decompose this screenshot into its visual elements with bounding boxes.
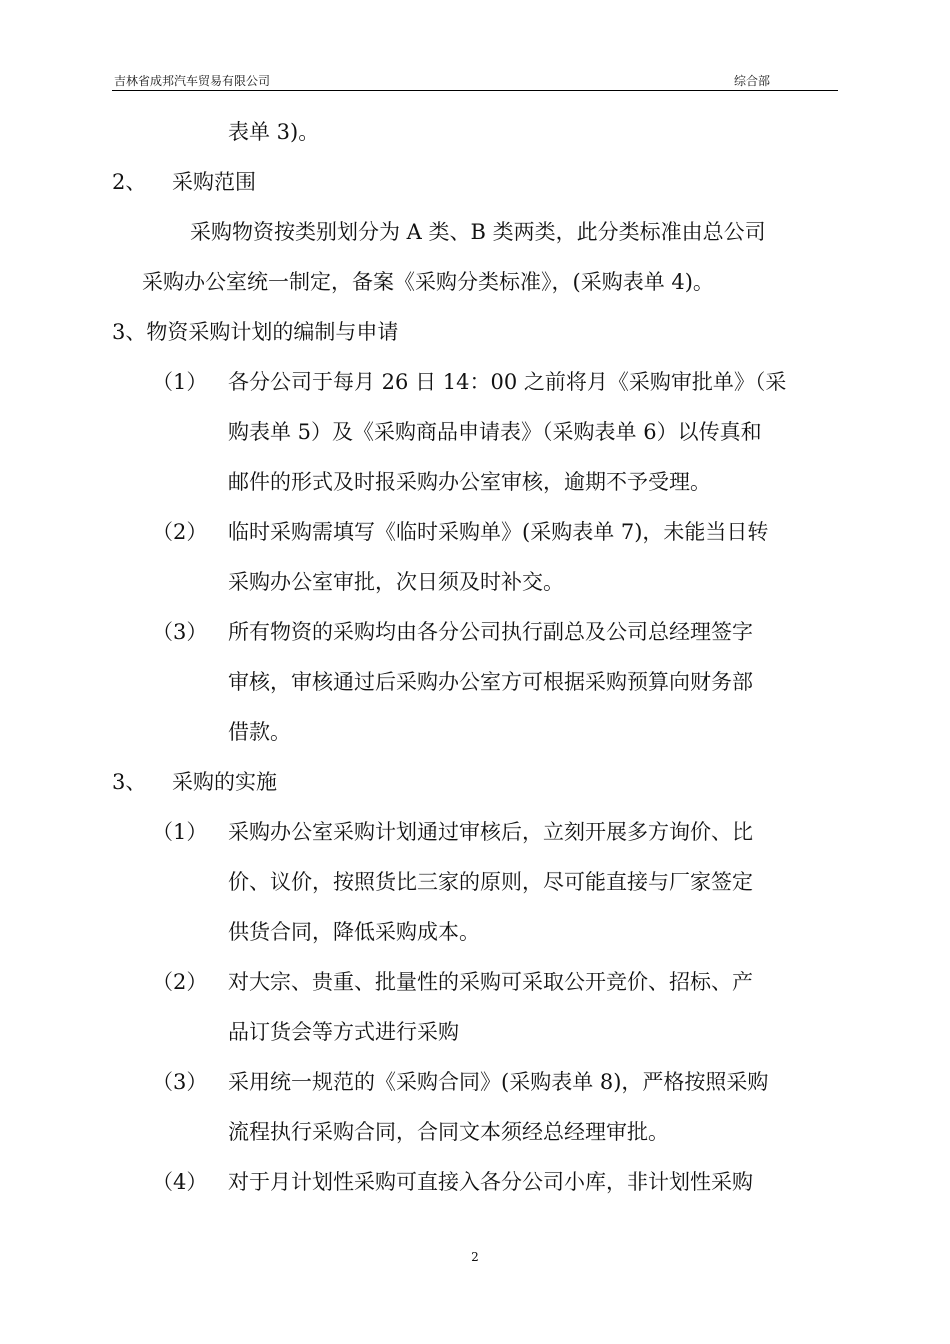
section-heading: 采购范围 xyxy=(172,170,256,194)
item-line: 品订货会等方式进行采购 xyxy=(228,1020,459,1044)
item-number: （4） xyxy=(152,1170,208,1194)
item-number: （2） xyxy=(152,970,208,994)
header-department: 综合部 xyxy=(734,74,771,88)
item-line: 价、议价，按照货比三家的原则，尽可能直接与厂家签定 xyxy=(228,870,753,894)
section-number: 3、 xyxy=(112,770,147,794)
paragraph-line: 采购物资按类别划分为 A 类、B 类两类，此分类标准由总公司 xyxy=(190,220,766,244)
item-line: 临时采购需填写《临时采购单》(采购表单 7)，未能当日转 xyxy=(228,520,769,544)
item-line: 对于月计划性采购可直接入各分公司小库，非计划性采购 xyxy=(228,1170,753,1194)
item-number: （2） xyxy=(152,520,208,544)
item-line: 各分公司于每月 26 日 14：00 之前将月《采购审批单》（采 xyxy=(228,370,787,394)
paragraph-line: 采购办公室统一制定，备案《采购分类标准》，(采购表单 4)。 xyxy=(142,270,714,294)
section-number: 2、 xyxy=(112,170,147,194)
item-number: （3） xyxy=(152,1070,208,1094)
item-line: 邮件的形式及时报采购办公室审核，逾期不予受理。 xyxy=(228,470,711,494)
page-number: 2 xyxy=(471,1250,479,1264)
item-line: 采用统一规范的《采购合同》(采购表单 8)，严格按照采购 xyxy=(228,1070,769,1094)
section-heading: 采购的实施 xyxy=(172,770,277,794)
header-company-name: 吉林省成邦汽车贸易有限公司 xyxy=(114,74,271,88)
item-number: （1） xyxy=(152,820,208,844)
item-line: 审核，审核通过后采购办公室方可根据采购预算向财务部 xyxy=(228,670,753,694)
page-header xyxy=(112,70,838,91)
text-line: 表单 3)。 xyxy=(228,120,320,144)
item-line: 对大宗、贵重、批量性的采购可采取公开竞价、招标、产 xyxy=(228,970,753,994)
item-line: 供货合同，降低采购成本。 xyxy=(228,920,480,944)
item-number: （3） xyxy=(152,620,208,644)
item-line: 借款。 xyxy=(228,720,291,744)
item-line: 购表单 5）及《采购商品申请表》（采购表单 6）以传真和 xyxy=(228,420,762,444)
item-line: 所有物资的采购均由各分公司执行副总及公司总经理签字 xyxy=(228,620,753,644)
item-number: （1） xyxy=(152,370,208,394)
item-line: 采购办公室采购计划通过审核后，立刻开展多方询价、比 xyxy=(228,820,753,844)
item-line: 流程执行采购合同，合同文本须经总经理审批。 xyxy=(228,1120,669,1144)
section-heading: 3、物资采购计划的编制与申请 xyxy=(112,320,399,344)
item-line: 采购办公室审批，次日须及时补交。 xyxy=(228,570,564,594)
